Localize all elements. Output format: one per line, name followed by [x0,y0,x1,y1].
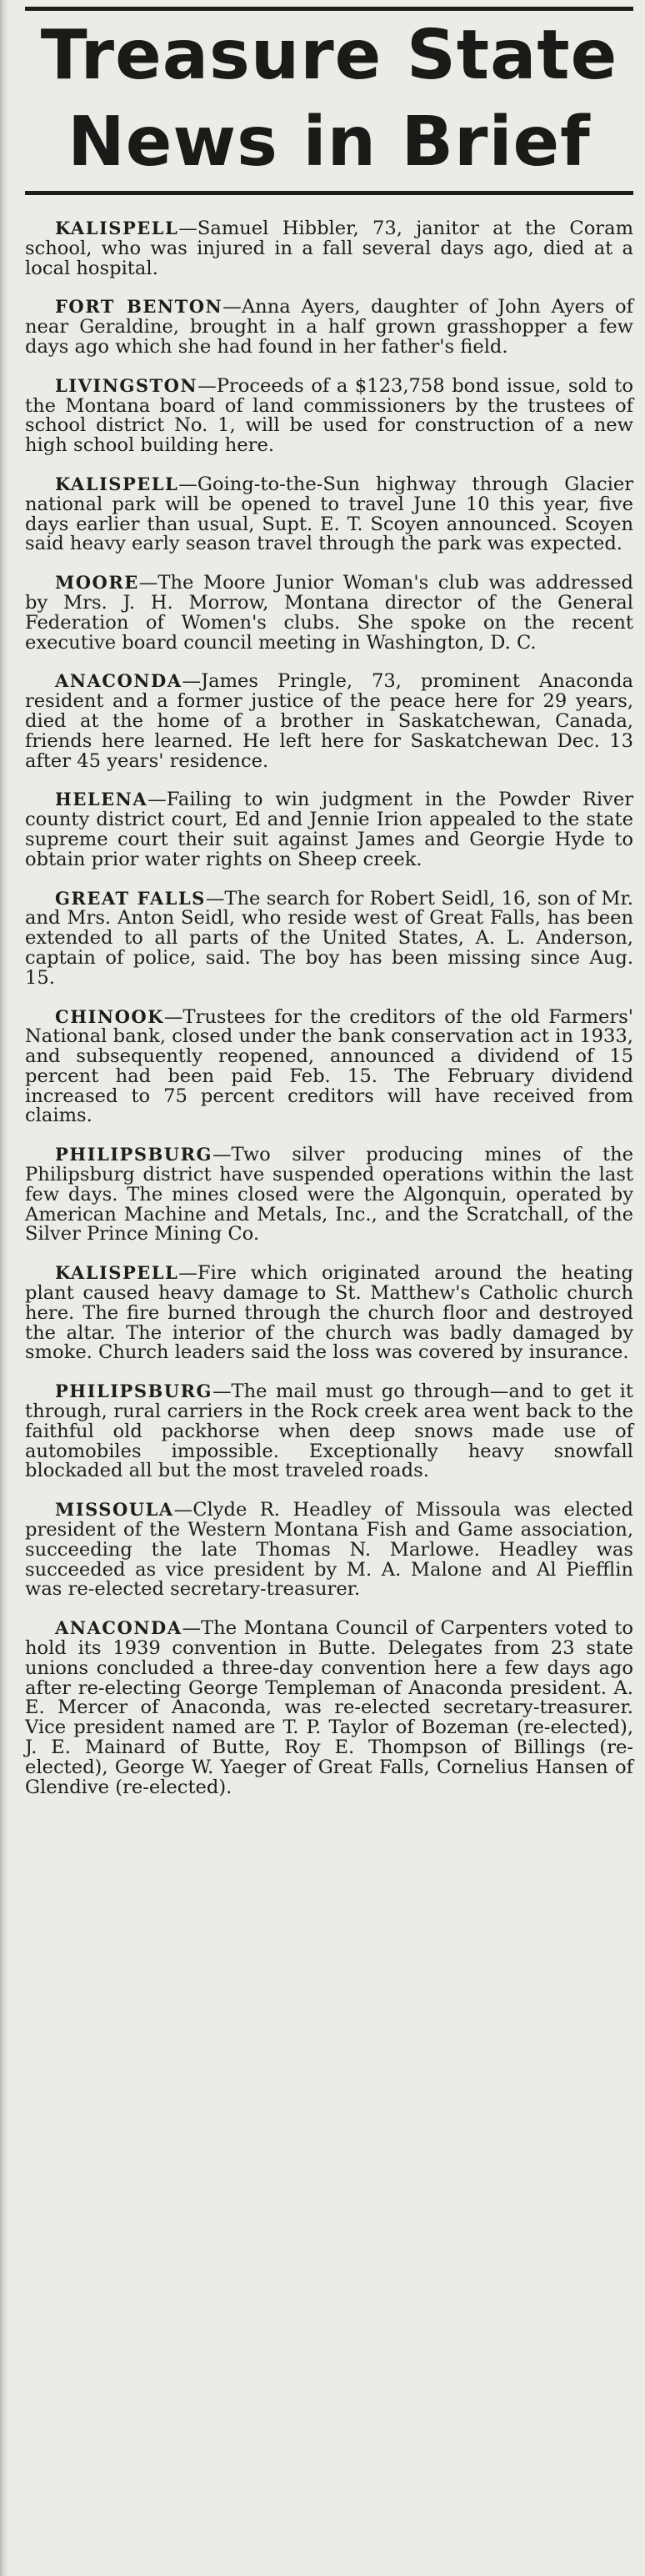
news-item [25,671,633,771]
news-items [25,218,633,1797]
news-item [25,1500,633,1600]
news-item-dateline: KALISPELL [55,218,179,238]
news-item-text: —The search for Robert Seidl, 16, son of Mr. and Mrs. Anton Seidl, who reside west of Great Falls, has been extended to all parts of the United States, A. L. Anderson, captain of police, said. The boy has been missing since Aug. 15. [25,887,633,989]
headline-line-2: News in Brief [68,103,591,182]
news-item [25,297,633,357]
news-item-dateline: CHINOOK [55,1005,164,1027]
news-item-text: —Going-to-the-Sun highway through Glacier national park will be opened to travel June 10 this year, five days earlier than usual, Supt. E. T. Scoyen announced. Scoyen said heavy early season travel through the park was expected. [25,473,633,555]
news-item [25,1007,633,1127]
news-item-dateline: HELENA [55,789,148,810]
headline-box [25,7,633,195]
news-item-text: —Fire which originated around the heating plant caused heavy damage to St. Matthew's Catholic church here. The fire burned through the church floor and destroyed the altar. The interior of the church was badly damaged by smoke. Church leaders said the loss was covered by insurance. [25,1262,633,1364]
news-item [25,1381,633,1481]
news-item-text: —The Moore Junior Woman's club was addressed by Mrs. J. H. Morrow, Montana director of the General Federation of Women's clubs. She spoke on the recent executive board council meeting in Washington, D. C. [25,572,633,654]
news-item-text: —Failing to win judgment in the Powder River county district court, Ed and Jennie Irion appealed to the state supreme court their suit against James and Georgie Hyde to obtain prior water rights on Sheep creek. [25,789,633,870]
news-item-dateline: GREAT FALLS [55,887,206,909]
news-item [25,474,633,554]
news-item-dateline: PHILIPSBURG [55,1144,212,1165]
news-item [25,1263,633,1363]
news-item-text: —Two silver producing mines of the Philipsburg district have suspended operations within the last few days. The mines closed were the Algonquin, operated by American Machine and Metals, Inc., and the Scratchall, of the Silver Prince Mining Co. [25,1144,633,1245]
news-item-dateline: ANACONDA [55,1617,182,1639]
news-item [25,218,633,278]
news-item-dateline: MOORE [55,572,139,594]
news-item-dateline: ANACONDA [55,670,182,692]
news-item-text: —Trustees for the creditors of the old Farmers' National bank, closed under the bank conservation act in 1933, and subsequently reopened, announced a dividend of 15 percent had been paid Feb. 15. The February dividend increased to 75 percent creditors will have received from claims. [25,1005,633,1127]
news-item-dateline: KALISPELL [55,1262,179,1284]
news-column [25,0,633,1816]
column-rule [0,0,8,2576]
news-item-text: —Anna Ayers, daughter of John Ayers of near Geraldine, brought in a half grown grasshopper a few days ago which she had found in her father's field. [25,296,634,358]
headline-line-1: Treasure State [40,16,618,95]
news-item-dateline: MISSOULA [55,1499,174,1521]
news-item [25,573,633,653]
news-item-text: —Clyde R. Headley of Missoula was elected president of the Western Montana Fish and Game association, succeeding the late Thomas N. Marlowe. Headley was succeeded as vice president by M. A. Malone and Al Piefflin was re-elected secretary-treasurer. [25,1499,633,1601]
news-item-dateline: PHILIPSBURG [55,1381,212,1402]
news-item-text: —Samuel Hibbler, 73, janitor at the Coram school, who was injured in a fall several days ago, died at a local hospital. [25,218,633,279]
news-item [25,889,633,989]
news-item [25,376,633,456]
news-item-dateline: FORT BENTON [55,296,223,318]
news-item [25,789,633,870]
news-item-dateline: LIVINGSTON [55,374,198,396]
news-item-text: —Proceeds of a $123,758 bond issue, sold to the Montana board of land commissioners by the trustees of school district No. 1, will be used for construction of a new high school building here. [25,374,633,457]
news-item-text: —The mail must go through—and to get it through, rural carriers in the Rock creek area went back to the faithful old packhorse when deep snows made use of automobiles impossible. Exceptionally heavy snowfall blockaded all but the most traveled roads. [25,1381,633,1482]
news-item-text: —James Pringle, 73, prominent Anaconda resident and a former justice of the peace here for 29 years, died at the home of a brother in Saskatchewan, Canada, friends here learned. He left here for Saskatchewan Dec. 13 after 45 years' residence. [25,670,633,772]
news-item [25,1145,633,1245]
news-item-text: —The Montana Council of Carpenters voted to hold its 1939 convention in Butte. Delegates from 23 state unions concluded a three-day convention here a few days ago after re-electing George Templeman of Anaconda president. A. E. Mercer of Anaconda, was re-elected secretary-treasurer. Vice president named are T. P. Taylor of Bozeman (re-elected), J. E. Mainard of Butte, Roy E. Thompson of Billings (re-elected), George W. Yaeger of Great Falls, Cornelius Hansen of Glendive (re-elected). [25,1617,633,1798]
news-item-dateline: KALISPELL [55,473,179,494]
news-item [25,1618,633,1797]
